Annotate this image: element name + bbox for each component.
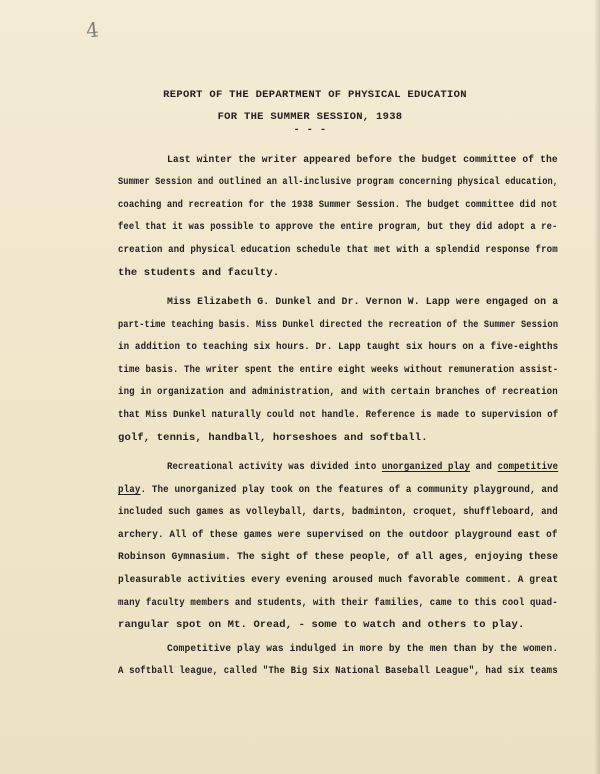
text-line: Robinson Gymnasium. The sight of these people, of all ages, enjoying these [118, 551, 559, 563]
text-line: many faculty members and students, with their families, came to this cool quad- [118, 597, 558, 609]
title-separator: - - - [293, 124, 327, 136]
underlined-term: play [118, 484, 141, 496]
text-line: Miss Elizabeth G. Dunkel and Dr. Vernon W. Lapp were engaged on a [167, 296, 559, 308]
text-line: Last winter the writer appeared before the budget committee of the [167, 154, 558, 166]
underlined-term: competitive [497, 461, 559, 473]
document-subtitle: FOR THE SUMMER SESSION, 1938 [217, 111, 403, 123]
text-segment: . The unorganized play took on the features of a community playground, and [140, 484, 559, 496]
handwritten-page-number: 4 [84, 17, 100, 43]
text-line: coaching and recreation for the 1938 Summer Session. The budget committee did not [118, 199, 558, 211]
text-line: that Miss Dunkel naturally could not handle. Reference is made to supervision of [118, 409, 559, 421]
text-line: time basis. The writer spent the entire eight weeks without remuneration assist- [118, 364, 559, 376]
text-segment: and [470, 461, 498, 473]
text-line: in addition to teaching six hours. Dr. Lapp taught six hours on a five-eighths [118, 341, 559, 353]
text-line: included such games as volleyball, darts, badminton, croquet, shuffleboard, and [118, 506, 558, 518]
text-line: the students and faculty. [118, 267, 280, 279]
text-line: pleasurable activities every evening aroused much favorable comment. A great [118, 574, 559, 586]
text-line: A softball league, called "The Big Six National Baseball League", had six teams [118, 665, 558, 677]
page-edge-shadow [594, 0, 600, 774]
text-line: golf, tennis, handball, horseshoes and softball. [118, 432, 428, 444]
document-title: REPORT OF THE DEPARTMENT OF PHYSICAL EDUCATION [163, 89, 467, 101]
text-line: ing in organization and administration, and with certain branches of recreation [118, 386, 558, 398]
text-line [167, 461, 558, 473]
text-line: archery. All of these games were supervised on the outdoor playground east of [118, 529, 558, 541]
text-line: feel that it was possible to approve the entire program, but they did adopt a re- [118, 221, 558, 233]
text-line: part-time teaching basis. Miss Dunkel directed the recreation of the Summer Session [118, 319, 559, 331]
text-line: creation and physical education schedule that met with a splendid response from [118, 244, 558, 256]
text-line: Competitive play was indulged in more by the men than by the women. [167, 643, 559, 655]
text-line: rangular spot on Mt. Oread, - some to watch and others to play. [118, 619, 525, 631]
text-segment: Recreational activity was divided into [167, 461, 382, 473]
text-line [118, 484, 558, 496]
text-line: Summer Session and outlined an all-inclusive program concerning physical education, [118, 176, 559, 188]
underlined-term: unorganized play [381, 461, 471, 473]
